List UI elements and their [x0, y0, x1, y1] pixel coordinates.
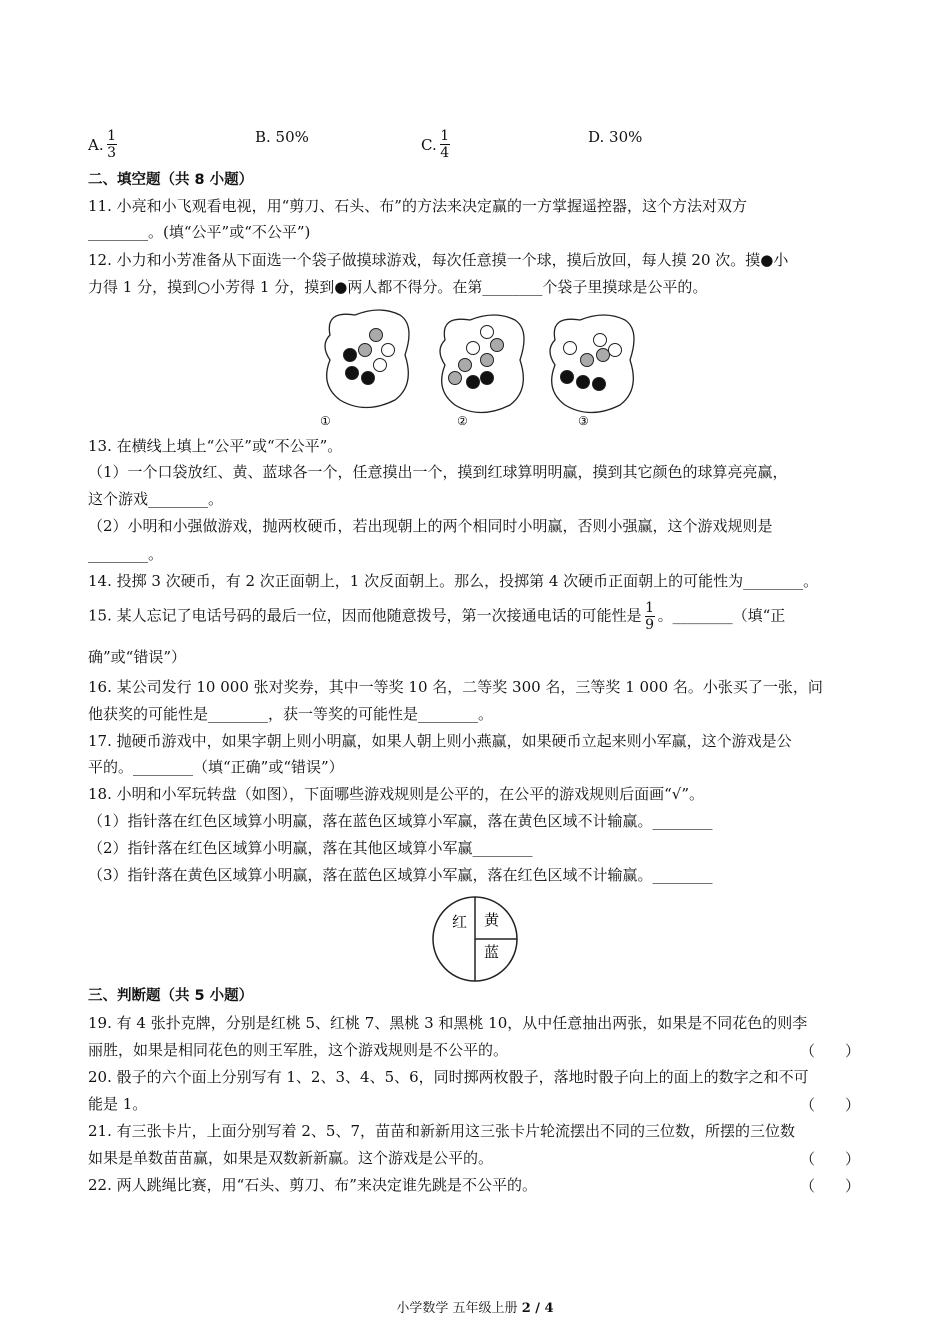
- question-20-line2: 能是 1。: [88, 1095, 148, 1113]
- question-15: 15. 某人忘记了电话号码的最后一位，因而他随意拨号，第一次接通电话的可能性是 $\frac{1}{9}$ 。________（填“正: [88, 600, 786, 633]
- bag-1: [325, 310, 409, 408]
- question-11: 11. 小亮和小飞观看电视，用“剪刀、石头、布”的方法来决定赢的一方掌握遥控器，这个方法对双方: [88, 197, 747, 215]
- question-18-part3: （3）指针落在黄色区域算小明赢，落在蓝色区域算小军赢，落在红色区域不计输赢。________: [88, 866, 713, 884]
- answer-paren: （ ）: [800, 1177, 861, 1195]
- section-heading: 二、填空题（共 8 小题）: [88, 172, 254, 188]
- question-17-line2: 平的。________（填“正确”或“错误”）: [88, 758, 344, 776]
- spinner-yellow: 黄: [484, 911, 500, 929]
- question-11-line2: ________。(填“公平”或“不公平”): [88, 223, 311, 241]
- question-14: 14. 投掷 3 次硬币，有 2 次正面朝上，1 次反面朝上。那么，投掷第 4 次硬币正面朝上的可能性为________。: [88, 572, 819, 590]
- question-17: 17. 抛硬币游戏中，如果字朝上则小明赢，如果人朝上则小燕赢，如果硬币立起来则小军赢，这个游戏是公: [88, 732, 792, 750]
- question-15-line2: 确”或“错误”）: [88, 648, 187, 666]
- question-22: 22. 两人跳绳比赛，用“石头、剪刀、布”来决定谁先跳是不公平的。: [88, 1176, 537, 1194]
- question-18: 18. 小明和小军玩转盘（如图），下面哪些游戏规则是公平的，在公平的游戏规则后面画“√”。: [88, 785, 705, 803]
- option-c: C. $\frac{1}{4}$: [421, 128, 450, 161]
- bag-label: ②: [457, 414, 468, 428]
- option-a: A. $\frac{1}{3}$: [88, 128, 117, 161]
- question-20: 20. 骰子的六个面上分别写有 1、2、3、4、5、6，同时掷两枚骰子，落地时骰子向上的面上的数字之和不可: [88, 1068, 809, 1086]
- answer-paren: （ ）: [800, 1042, 861, 1060]
- question-13-part1: （1）一个口袋放红、黄、蓝球各一个，任意摸出一个，摸到红球算明明赢，摸到其它颜色的球算亮亮赢，: [88, 463, 788, 481]
- option-d: D. 30%: [588, 128, 643, 146]
- question-13-part1-line2: 这个游戏________。: [88, 490, 224, 508]
- question-18-part2: （2）指针落在红色区域算小明赢，落在其他区域算小军赢________: [88, 839, 533, 857]
- spinner-red: 红: [452, 913, 468, 931]
- fraction: $\frac{1}{9}$: [645, 600, 655, 633]
- question-16: 16. 某公司发行 10 000 张对奖券，其中一等奖 10 名，二等奖 300 名，三等奖 1 000 名。小张买了一张，问: [88, 678, 823, 696]
- bag-2: [440, 315, 524, 413]
- answer-paren: （ ）: [800, 1150, 861, 1168]
- answer-paren: （ ）: [800, 1096, 861, 1114]
- fraction: $\frac{1}{3}$: [107, 128, 117, 161]
- page-footer: 小学数学 五年级上册 2 / 4: [396, 1301, 554, 1316]
- section-heading: 三、判断题（共 5 小题）: [88, 988, 254, 1004]
- question-18-part1: （1）指针落在红色区域算小明赢，落在蓝色区域算小军赢，落在黄色区域不计输赢。________: [88, 812, 713, 830]
- bag-label: ①: [320, 414, 331, 428]
- question-13-part2: （2）小明和小强做游戏，抛两枚硬币，若出现朝上的两个相同时小明赢，否则小强赢，这个游戏规则是: [88, 517, 773, 535]
- question-12-line2: 力得 1 分，摸到○小芳得 1 分，摸到●两人都不得分。在第________个袋子里摸球是公平的。: [88, 278, 708, 296]
- fraction: $\frac{1}{4}$: [440, 128, 450, 161]
- bags-figure: [310, 300, 640, 430]
- bag-3: [550, 315, 634, 413]
- spinner-blue: 蓝: [484, 943, 500, 961]
- bag-label: ③: [578, 414, 589, 428]
- question-12: 12. 小力和小芳准备从下面选一个袋子做摸球游戏，每次任意摸一个球，摸后放回，每人摸 20 次。摸●小: [88, 251, 789, 269]
- question-21-line2: 如果是单数苗苗赢，如果是双数新新赢。这个游戏是公平的。: [88, 1149, 494, 1167]
- question-21: 21. 有三张卡片，上面分别写着 2、5、7，苗苗和新新用这三张卡片轮流摆出不同的三位数，所摆的三位数: [88, 1122, 796, 1140]
- option-b: B. 50%: [255, 128, 309, 146]
- page-number: 2 / 4: [521, 1301, 554, 1316]
- question-13-part2-line2: ________。: [88, 545, 164, 563]
- question-19: 19. 有 4 张扑克牌，分别是红桃 5、红桃 7、黑桃 3 和黑桃 10，从中任意抽出两张，如果是不同花色的则李: [88, 1014, 808, 1032]
- question-19-line2: 丽胜，如果是相同花色的则王军胜，这个游戏规则是不公平的。: [88, 1041, 509, 1059]
- question-16-line2: 他获奖的可能性是________，获一等奖的可能性是________。: [88, 705, 494, 723]
- spinner-figure: [430, 895, 520, 983]
- question-13: 13. 在横线上填上“公平”或“不公平”。: [88, 437, 343, 455]
